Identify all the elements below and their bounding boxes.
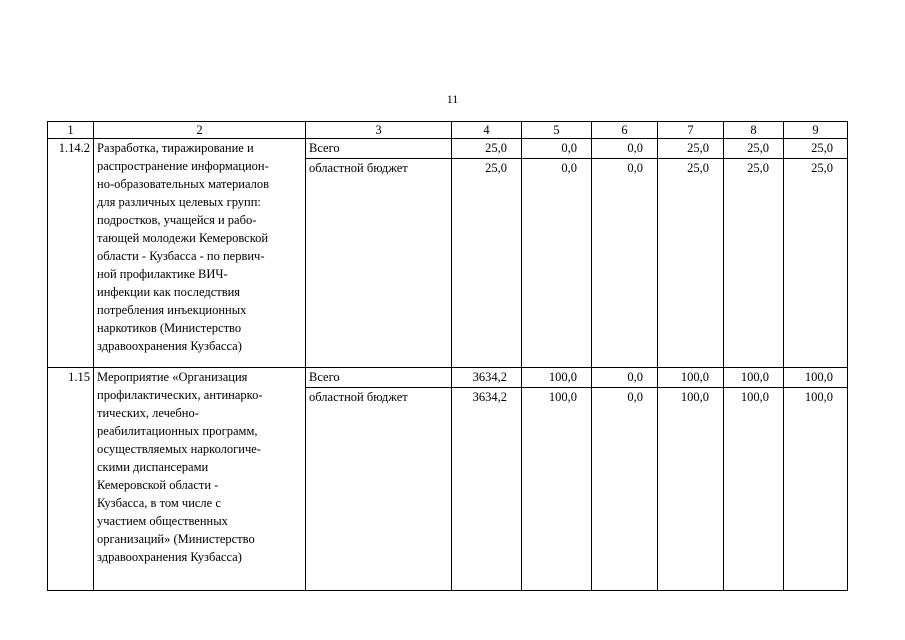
header-cell: 1	[48, 122, 94, 139]
value-cell: 3634,2	[472, 390, 507, 404]
value-col-5	[522, 368, 592, 591]
value-cell: 100,0	[548, 390, 577, 404]
value-cell: 100,0	[522, 368, 591, 388]
value-cell: 25,0	[724, 139, 783, 159]
value-col-4	[452, 368, 522, 591]
value-col-6	[592, 139, 658, 368]
value-col-7	[658, 139, 724, 368]
page-number: 11	[446, 92, 459, 106]
description-line: области - Кузбасса - по первич-	[97, 249, 265, 263]
item-code: 1.15	[48, 368, 94, 591]
value-cell: 100,0	[804, 390, 833, 404]
description-line: организаций» (Министерство	[97, 532, 255, 546]
value-cell: 25,0	[452, 139, 521, 159]
value-cell: 0,0	[561, 161, 577, 175]
value-cell: 25,0	[811, 161, 833, 175]
description-line: скими диспансерами	[97, 460, 209, 474]
header-cell: 4	[452, 122, 522, 139]
header-cell: 8	[724, 122, 784, 139]
value-col-7	[658, 368, 724, 591]
description-line: профилактических, антинарко-	[97, 388, 263, 402]
funding-source	[306, 368, 452, 591]
description-line: участием общественных	[97, 514, 228, 528]
description-line: ной профилактике ВИЧ-	[97, 267, 228, 281]
value-cell: 0,0	[627, 390, 643, 404]
description-line: инфекции как последствия	[97, 285, 241, 299]
description-line: Мероприятие «Организация	[97, 370, 248, 384]
table-row	[48, 139, 848, 368]
header-cell: 9	[784, 122, 848, 139]
table-header-row	[48, 122, 848, 139]
item-description	[94, 139, 306, 368]
description-line: подростков, учащейся и рабо-	[97, 213, 257, 227]
header-cell: 3	[306, 122, 452, 139]
source-regional: областной бюджет	[309, 161, 408, 175]
source-regional: областной бюджет	[309, 390, 408, 404]
value-cell: 0,0	[627, 161, 643, 175]
value-col-5	[522, 139, 592, 368]
value-cell: 3634,2	[452, 368, 521, 388]
value-col-9	[784, 368, 848, 591]
value-cell: 100,0	[784, 368, 847, 388]
value-col-4	[452, 139, 522, 368]
value-cell: 25,0	[747, 161, 769, 175]
funding-source	[306, 139, 452, 368]
description-line: потребления инъекционных	[97, 303, 247, 317]
description-line: Разработка, тиражирование и	[97, 141, 254, 155]
table-row	[48, 368, 848, 591]
description-line: для различных целевых групп:	[97, 195, 261, 209]
source-total: Всего	[306, 368, 451, 388]
value-cell: 25,0	[687, 161, 709, 175]
description-line: распространение информацион-	[97, 159, 269, 173]
description-line: здравоохранения Кузбасса)	[97, 339, 242, 353]
value-cell: 25,0	[485, 161, 507, 175]
value-cell: 100,0	[724, 368, 783, 388]
description-line: реабилитационных программ,	[97, 424, 258, 438]
value-col-6	[592, 368, 658, 591]
description-line: тающей молодежи Кемеровской	[97, 231, 269, 245]
value-col-8	[724, 139, 784, 368]
description-line: но-образовательных материалов	[97, 177, 270, 191]
source-total: Всего	[306, 139, 451, 159]
header-cell: 5	[522, 122, 592, 139]
item-description	[94, 368, 306, 591]
budget-table	[47, 121, 848, 591]
description-line: тических, лечебно-	[97, 406, 199, 420]
value-cell: 100,0	[680, 390, 709, 404]
description-line: здравоохранения Кузбасса)	[97, 550, 242, 564]
description-line: Кузбасса, в том числе с	[97, 496, 221, 510]
description-line: наркотиков (Министерство	[97, 321, 242, 335]
value-cell: 0,0	[592, 368, 657, 388]
value-col-8	[724, 368, 784, 591]
value-cell: 100,0	[740, 390, 769, 404]
header-cell: 2	[94, 122, 306, 139]
value-cell: 0,0	[592, 139, 657, 159]
value-col-9	[784, 139, 848, 368]
header-cell: 6	[592, 122, 658, 139]
description-line: Кемеровской области -	[97, 478, 219, 492]
value-cell: 25,0	[784, 139, 847, 159]
value-cell: 25,0	[658, 139, 723, 159]
value-cell: 100,0	[658, 368, 723, 388]
item-code: 1.14.2	[48, 139, 94, 368]
header-cell: 7	[658, 122, 724, 139]
description-line: осуществляемых наркологиче-	[97, 442, 261, 456]
value-cell: 0,0	[522, 139, 591, 159]
